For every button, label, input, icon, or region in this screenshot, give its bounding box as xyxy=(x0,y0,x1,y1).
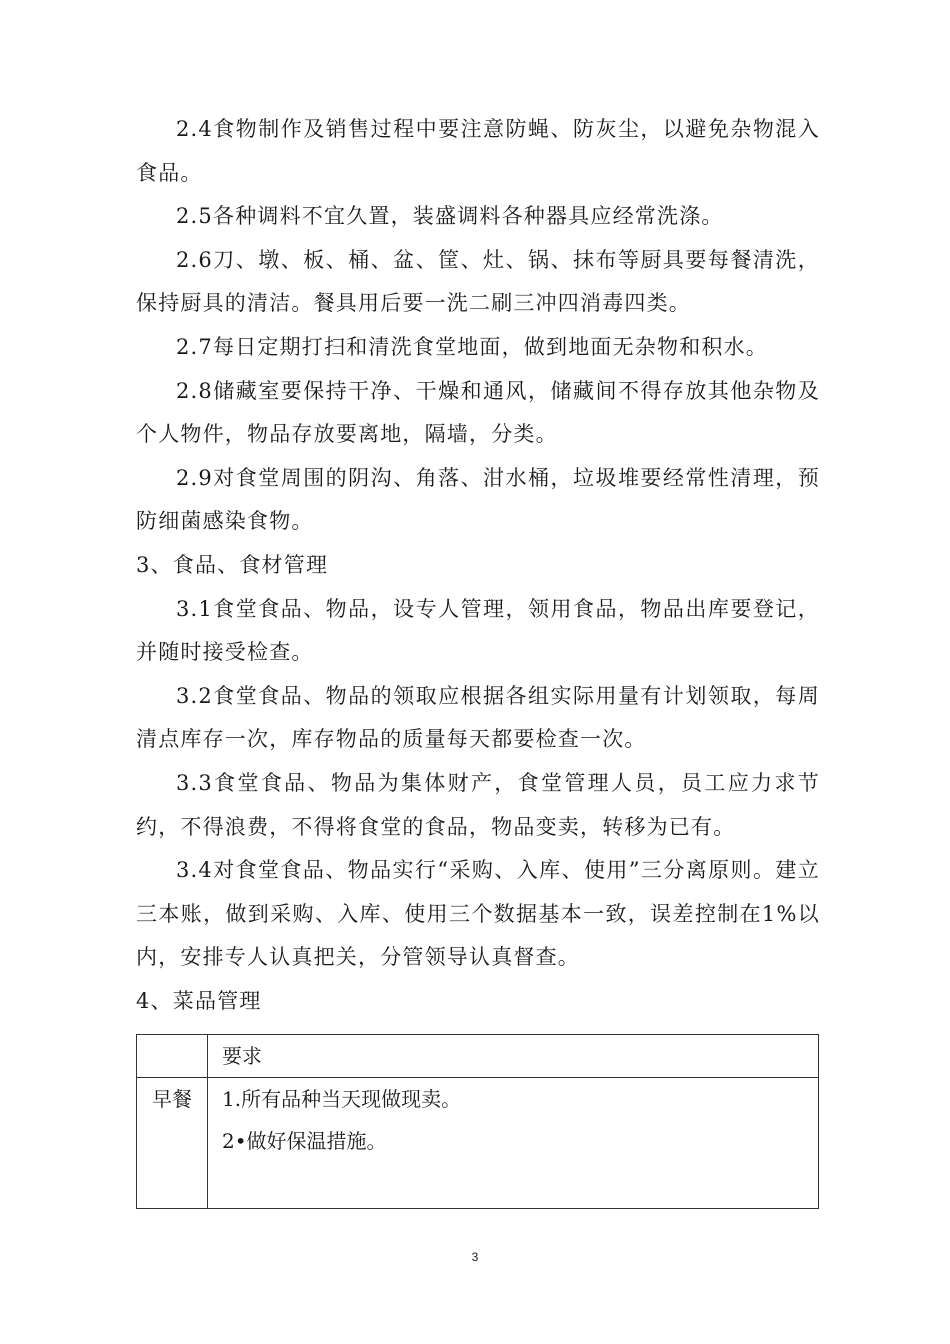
paragraph-3-3: 3.3食堂食品、物品为集体财产，食堂管理人员，员工应力求节约，不得浪费，不得将食堂的食品，物品变卖，转移为已有。 xyxy=(136,770,820,839)
table-header-empty-cell xyxy=(137,1035,208,1078)
dish-requirements-table xyxy=(136,1034,819,1209)
paragraph-2-6: 2.6刀、墩、板、桶、盆、筐、灶、锅、抹布等厨具要每餐清洗，保持厨具的清洁。餐具用后要一洗二刷三冲四消毒四类。 xyxy=(136,247,820,316)
table-row xyxy=(137,1078,819,1209)
section-heading-4: 4、菜品管理 xyxy=(136,988,262,1013)
paragraph-3-2: 3.2食堂食品、物品的领取应根据各组实际用量有计划领取，每周清点库存一次，库存物品的质量每天都要检查一次。 xyxy=(136,683,820,752)
header-requirements: 要求 xyxy=(222,1044,262,1068)
document-body xyxy=(136,108,820,1023)
paragraph-2-7: 2.7每日定期打扫和清洗食堂地面，做到地面无杂物和积水。 xyxy=(176,334,768,359)
paragraph-2-8: 2.8储藏室要保持干净、干燥和通风，储藏间不得存放其他杂物及个人物件，物品存放要离地，隔墙，分类。 xyxy=(136,378,820,447)
page-number: 3 xyxy=(471,1250,479,1264)
meal-label-breakfast: 早餐 xyxy=(152,1087,192,1111)
paragraph-2-9: 2.9对食堂周围的阴沟、角落、泔水桶，垃圾堆要经常性清理，预防细菌感染食物。 xyxy=(136,465,820,534)
paragraph-2-5: 2.5各种调料不宜久置，装盛调料各种器具应经常洗涤。 xyxy=(176,204,724,229)
requirement-line: 1.所有品种当天现做现卖。 xyxy=(222,1087,462,1111)
table-header-cell xyxy=(208,1035,819,1078)
section-heading-3: 3、食品、食材管理 xyxy=(136,552,329,577)
paragraph-3-1: 3.1食堂食品、物品，设专人管理，领用食品，物品出库要登记，并随时接受检查。 xyxy=(136,596,820,665)
requirement-line: 2•做好保温措施。 xyxy=(222,1129,387,1153)
paragraph-2-4: 2.4食物制作及销售过程中要注意防蝇、防灰尘，以避免杂物混入食品。 xyxy=(136,117,820,185)
meal-label-cell xyxy=(137,1078,208,1209)
table-header-row xyxy=(137,1035,819,1078)
requirements-cell xyxy=(208,1078,819,1209)
paragraph-3-4: 3.4对食堂食品、物品实行“采购、入库、使用”三分离原则。建立三本账，做到采购、入库、使用三个数据基本一致，误差控制在1%以内，安排专人认真把关，分管领导认真督查。 xyxy=(136,858,820,970)
